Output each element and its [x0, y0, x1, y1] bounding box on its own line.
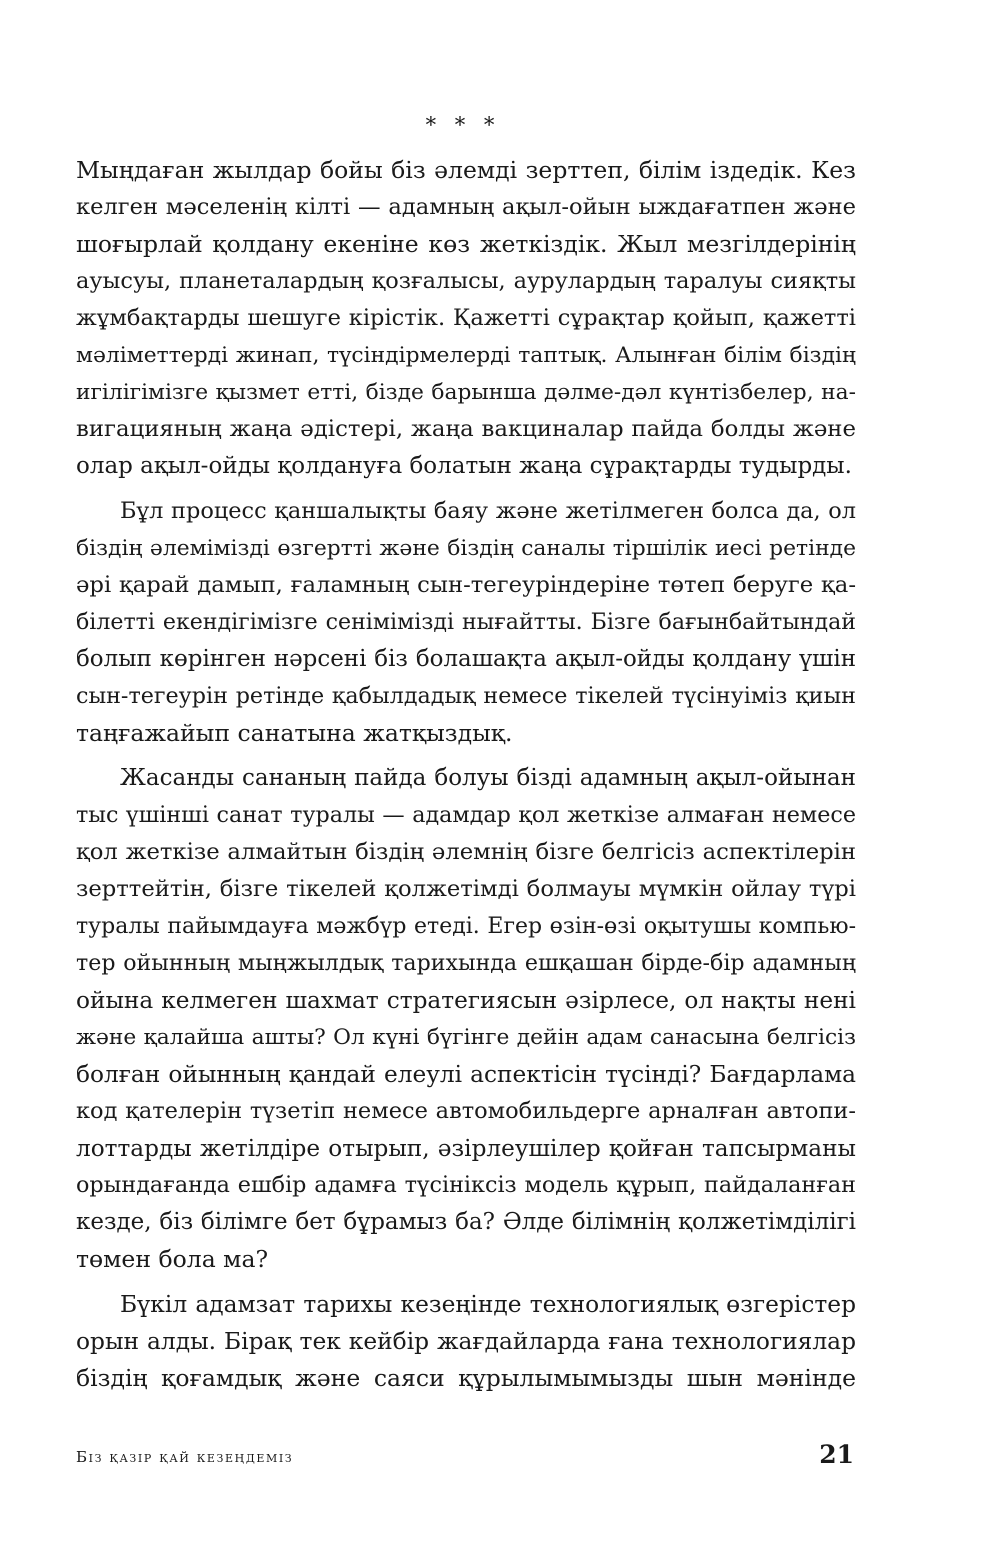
body-text [76, 152, 856, 1397]
running-head: Біз қазір қай кезеңдеміз [76, 1448, 294, 1466]
text-line: таңғажайып санатына жатқыздық. [76, 719, 513, 747]
paragraph-3 [76, 760, 856, 1278]
text-line: біздің қоғамдық және саяси құрылымымызды шын мәнінде [76, 1364, 856, 1392]
text-line: болған ойынның қандай елеулі аспектісін түсінді? Бағдарлама [76, 1061, 856, 1088]
text-line: ойына келмеген шахмат стратегиясын әзірлесе, ол нақты нені [76, 987, 856, 1014]
text-line: кезде, біз білімге бет бұрамыз ба? Әлде білімнің қолжетімділігі [76, 1209, 856, 1235]
text-line: жұмбақтарды шешуге кірістік. Қажетті сұрақтар қойып, қажетті [76, 305, 856, 331]
text-line: Жасанды сананың пайда болуы бізді адамның ақыл-ойынан [120, 765, 856, 791]
text-line: код қателерін түзетіп немесе автомобильдерге арналған автопи- [76, 1098, 856, 1124]
text-line: тыс үшінші санат туралы — адамдар қол жеткізе алмаған немесе [76, 802, 856, 828]
text-line: ауысуы, планеталардың қозғалысы, аурулардың таралуы сияқты [76, 268, 856, 294]
text-line: келген мәселенің кілті — адамның ақыл-ойын ыждағатпен және [76, 194, 856, 220]
text-line: вигацияның жаңа әдістері, жаңа вакциналар пайда болды және [76, 416, 856, 442]
text-line: төмен бола ма? [76, 1245, 269, 1273]
paragraph-4 [76, 1286, 856, 1397]
section-separator: * * * [425, 113, 501, 137]
text-line: лоттарды жетілдіре отырып, әзірлеушілер қойған тапсырманы [76, 1135, 856, 1162]
paragraph-1 [76, 152, 856, 485]
text-line: орындағанда ешбір адамға түсініксіз модель құрып, пайдаланған [76, 1172, 856, 1198]
paragraph-2 [76, 493, 856, 752]
text-line: шоғырлай қолдану екеніне көз жеткіздік. Жыл мезгілдерінің [76, 230, 856, 258]
text-line: сын-тегеурін ретінде қабылдадық немесе тікелей түсінуіміз қиын [76, 683, 856, 709]
text-line: және қалайша ашты? Ол күні бүгінге дейін адам санасына белгісіз [76, 1025, 856, 1050]
text-line: тер ойынның мыңжылдық тарихында ешқашан бірде-бір адамның [76, 950, 856, 976]
text-line: қол жеткізе алмайтын біздің әлемнің бізге белгісіз аспектілерін [76, 839, 856, 865]
text-line: Мыңдаған жылдар бойы біз әлемді зерттеп, білім іздедік. Кез [76, 156, 856, 184]
text-line: болып көрінген нәрсені біз болашақта ақыл-ойды қолдану үшін [76, 646, 856, 672]
page-number: 21 [819, 1440, 854, 1469]
text-line: біздің әлемімізді өзгертті және біздің саналы тіршілік иесі ретінде [76, 536, 856, 561]
text-line: олар ақыл-ойды қолдануға болатын жаңа сұрақтарды тудырды. [76, 453, 852, 479]
text-line: Бүкіл адамзат тарихы кезеңінде технологиялық өзгерістер [120, 1291, 856, 1318]
text-line: білетті екендігімізге сенімімізді нығайтты. Бізге бағынбайтындай [76, 609, 856, 635]
text-line: әрі қарай дамып, ғаламның сын-тегеуріндеріне төтеп беруге қа- [76, 572, 856, 598]
text-line: мәліметтерді жинап, түсіндірмелерді таптық. Алынған білім біздің [76, 343, 856, 368]
text-line: зерттейтін, бізге тікелей қолжетімді болмауы мүмкін ойлау түрі [76, 876, 856, 902]
text-line: туралы пайымдауға мәжбүр етеді. Егер өзін-өзі оқытушы компью- [76, 914, 856, 939]
text-line: орын алды. Бірақ тек кейбір жағдайларда ғана технологиялар [76, 1328, 856, 1355]
text-line: Бұл процесс қаншалықты баяу және жетілмеген болса да, ол [120, 498, 856, 524]
text-line: игілігімізге қызмет етті, бізде барынша дәлме-дәл күнтізбелер, на- [76, 380, 856, 405]
